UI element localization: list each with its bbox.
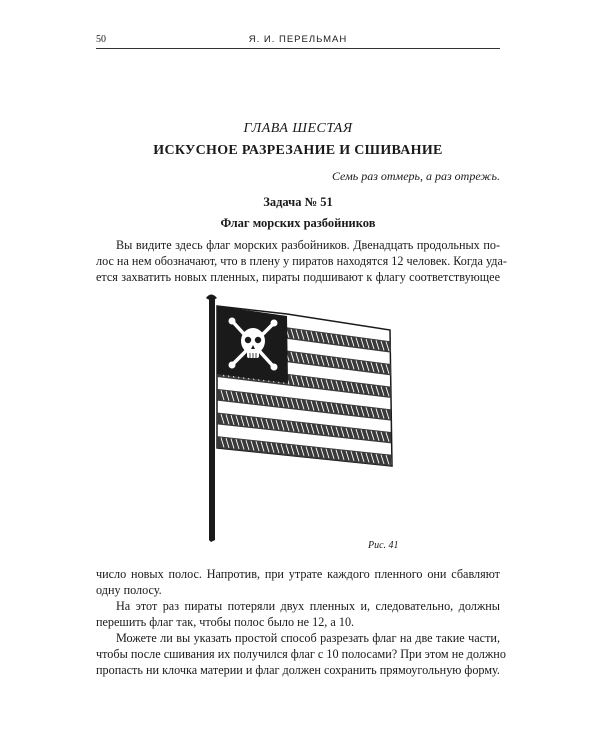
running-head-author: Я. И. ПЕРЕЛЬМАН bbox=[248, 34, 348, 45]
figure-caption: Рис. 41 bbox=[368, 540, 399, 551]
paragraph-line: Можете ли вы указать простой способ разрезать флаг на две такие части, bbox=[116, 631, 500, 645]
problem-number: Задача № 51 bbox=[263, 195, 333, 209]
paragraph-line: число новых полос. Напротив, при утрате каждого пленного они сбавляют bbox=[96, 567, 500, 581]
chapter-title: ИСКУСНОЕ РАЗРЕЗАНИЕ И СШИВАНИЕ bbox=[153, 143, 443, 158]
problem-title: Флаг морских разбойников bbox=[220, 216, 376, 230]
paragraph-line: ется захватить новых пленных, пираты подшивают к флагу соответствующее bbox=[96, 270, 500, 284]
running-head bbox=[96, 34, 500, 49]
chapter-label: ГЛАВА ШЕСТАЯ bbox=[243, 121, 353, 136]
paragraph-line: чтобы после сшивания их получился флаг с 10 полосами? При этом не должно bbox=[96, 647, 506, 661]
epigraph: Семь раз отмерь, а раз отрежь. bbox=[331, 169, 500, 183]
flagpole-finial bbox=[206, 295, 217, 301]
flagpole bbox=[209, 296, 215, 542]
pirate-flag-figure bbox=[195, 288, 405, 548]
paragraph-line: перешить флаг так, чтобы полос было не 12, а 10. bbox=[96, 615, 355, 629]
paragraph-line: пропасть ни клочка материи и флаг должен сохранить прямоугольную форму. bbox=[96, 663, 500, 677]
paragraph-line: одну полосу. bbox=[96, 583, 162, 597]
paragraph-line: Вы видите здесь флаг морских разбойников. Двенадцать продольных по- bbox=[116, 238, 500, 252]
pirate-flag-illustration bbox=[195, 288, 405, 548]
paragraph-line: На этот раз пираты потеряли двух пленных и, следовательно, должны bbox=[116, 599, 500, 613]
paragraph-line: лос на нем обозначают, что в плену у пиратов находятся 12 человек. Когда уда- bbox=[96, 254, 507, 268]
page-number: 50 bbox=[96, 34, 106, 45]
